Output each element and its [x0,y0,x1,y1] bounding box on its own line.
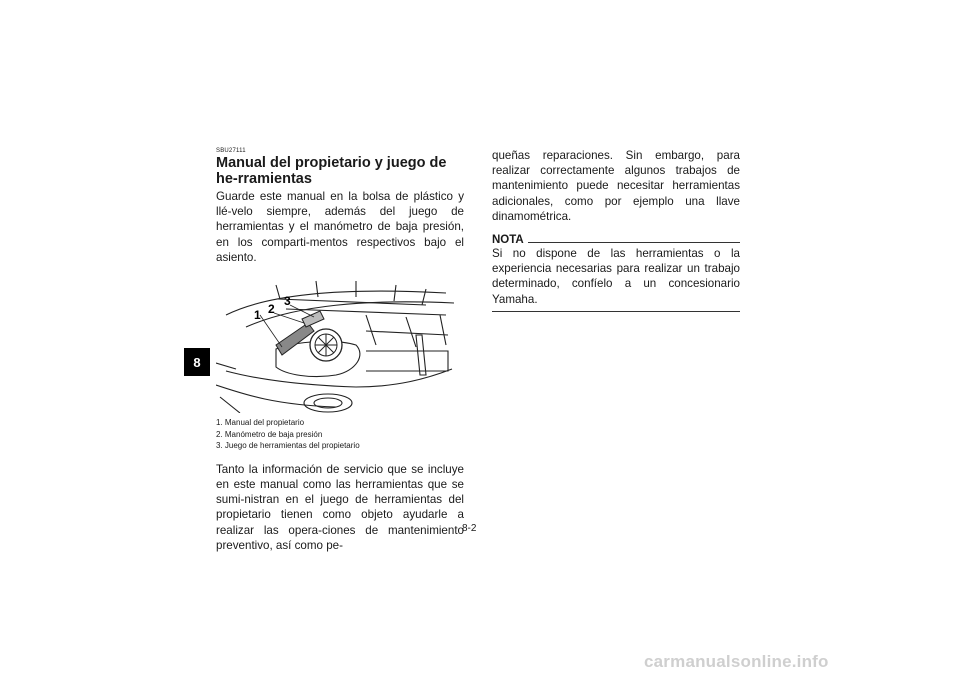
note-label: NOTA [492,234,524,247]
caption-item: 2. Manómetro de baja presión [216,429,323,439]
page-number: 8-2 [462,523,477,534]
note-heading [492,234,740,246]
note-text: Si no dispone de las herramientas o la experiencia necesarias para realizar un trabajo determinado, confíelo a un concesionario Yamaha. [492,247,740,306]
owner-manual-shape [276,323,314,355]
callout-3: 3 [284,294,291,309]
body-paragraph: Tanto la información de servicio que se incluye en este manual como las herramientas que se sumi-nistran en el juego de herramientas del propietario tienen como objeto ayudarle a realizar las opera-ciones de mantenimiento preventivo, así como pe- [216,462,464,552]
under-seat-illustration [216,275,456,413]
continuation-paragraph: queñas reparaciones. Sin embargo, para realizar correctamente algunos trabajos de mantenimiento puede necesitar herramientas adicionales, como por ejemplo una llave dinamométrica. [492,149,740,223]
figure-caption-list [216,417,464,452]
watermark-text[interactable]: carmanualsonline.info [644,652,829,671]
note-end-rule [492,311,740,312]
toolkit-compartment [310,329,342,361]
right-column [492,148,740,312]
note-rule [528,242,740,243]
intro-paragraph: Guarde este manual en la bolsa de plástico y llé-velo siempre, además del juego de herramientas y el manómetro de baja presión, en los comparti-mentos respectivos bajo el asiento. [216,190,464,264]
left-column [216,148,464,553]
chapter-tab [184,348,210,376]
caption-item: 3. Juego de herramientas del propietario [216,441,360,451]
chapter-number: 8 [193,354,201,370]
pressure-gauge-shape [302,311,324,327]
callout-2: 2 [268,302,275,317]
section-code: SBU27111 [216,148,246,154]
caption-item: 1. Manual del propietario [216,418,305,428]
section-title: Manual del propietario y juego de he-rramientas [216,155,447,187]
callout-1: 1 [254,308,261,323]
